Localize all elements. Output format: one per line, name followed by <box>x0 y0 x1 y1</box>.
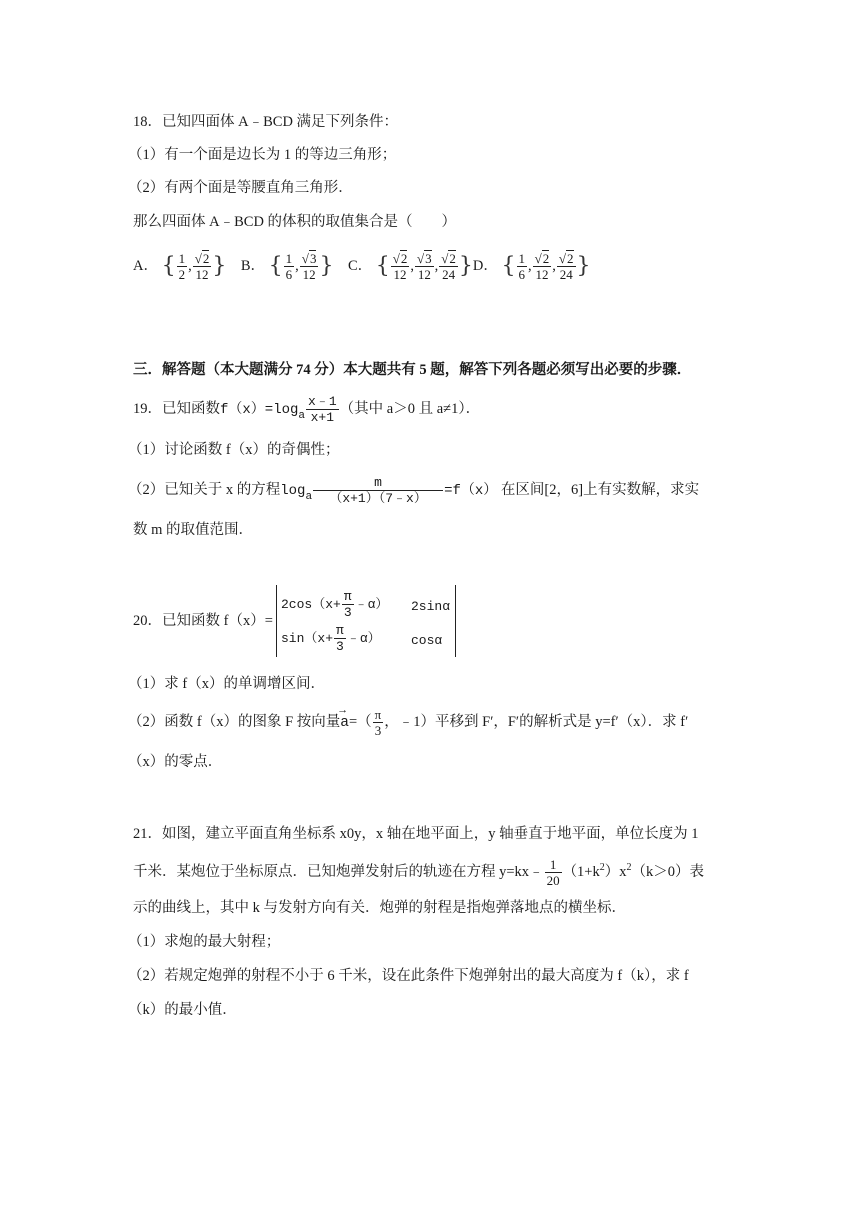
q18-condition-1: （1）有一个面是边长为 1 的等边三角形； <box>128 147 397 163</box>
option-b-set: { $\frac{1}{6}$ , $\frac{√3}{12}$ } <box>268 251 334 283</box>
q18-question: 那么四面体 A﹣BCD 的体积的取值集合是（ ） <box>133 214 457 230</box>
q19-part-2 <box>128 472 699 515</box>
q21-part-2-cont: （k）的最小值． <box>128 1002 237 1018</box>
option-c-set: { $\frac{√2}{12}$ , $\frac{√3}{12}$ , $\frac{√2}{24}$ } <box>375 251 473 283</box>
q20-part-2-cont: （x）的零点． <box>128 754 223 770</box>
det-a12: 2sinα <box>411 599 451 614</box>
q21-line-2-d: （k＞0）表 <box>631 864 704 880</box>
q19-part-2-text-a: （2）已知关于 x 的方程 <box>128 482 281 498</box>
q21-line-1: 21．如图，建立平面直角坐标系 x0y，x 轴在地平面上，y 轴垂直于地平面，单位长度为 1 <box>133 826 699 842</box>
q20-part-1: （1）求 f（x）的单调增区间． <box>128 676 325 692</box>
q18-options <box>133 246 591 287</box>
q18-stem: 18．已知四面体 A﹣BCD 满足下列条件： <box>133 114 399 130</box>
det-a11: 2cos（x+ $\frac{\pi}{3}$ ﹣α） <box>281 589 389 620</box>
option-b-label: B． <box>240 258 266 274</box>
q19-part-1: （1）讨论函数 f（x）的奇偶性； <box>128 442 340 458</box>
option-c-label: C． <box>347 258 373 274</box>
option-d-label: D． <box>472 258 498 274</box>
q19-stem <box>133 392 480 433</box>
det-a21: sin（x+ $\frac{\pi}{3}$ ﹣α） <box>281 623 381 654</box>
q18-condition-2: （2）有两个面是等腰直角三角形． <box>128 180 353 196</box>
option-d-set: { $\frac{1}{6}$ , $\frac{√2}{12}$ , $\frac{√2}{24}$ } <box>501 251 591 283</box>
q19-part-2-text-b: 在区间[2，6]上有实数解，求实 <box>500 482 700 498</box>
q21-line-2: 千米．某炮位于坐标原点．已知炮弹发射后的轨迹在方程 y=kx﹣ $\frac{1}{20}$ $(1+k^2)x^2(k>0)$表 <box>133 857 704 889</box>
q20-part-2-text-b: 平移到 F′，F′的解析式是 y=f′（x）．求 f′ <box>435 714 689 730</box>
q21-line-3: 示的曲线上，其中 k 与发射方向有关．炮弹的射程是指炮弹落地点的横坐标． <box>133 900 626 916</box>
q21-part-2: （2）若规定炮弹的射程不小于 6 千米，设在此条件下炮弹射出的最大高度为 f（k），求 f <box>128 968 689 984</box>
option-a-set: { $\frac{1}{2}$ , $\frac{√2}{12}$ } <box>161 251 227 283</box>
q20-part-2-text-a: （2）函数 f（x）的图象 F 按向量 <box>128 714 341 730</box>
q21-line-2-b: （1+k <box>562 864 600 880</box>
q19-part-2-cont: 数 m 的取值范围． <box>133 522 254 538</box>
q19-function-formula: $f(x)=\log_a$ $\frac{x﹣1}{x+1}$ <box>220 393 337 425</box>
q21-line-2-a: 千米．某炮位于坐标原点．已知炮弹发射后的轨迹在方程 y=kx﹣ <box>133 864 544 880</box>
q20-prefix: 20．已知函数 f（x）= <box>133 613 273 629</box>
q20-determinant <box>276 585 456 657</box>
q19-prefix: 19．已知函数 <box>133 401 220 417</box>
q21-line-2-c: ）x <box>604 864 627 880</box>
q20-part-2: （2）函数 f（x）的图象 F 按向量→ a=（ $\frac{\pi}{3}$ ，﹣1）平移到 F′，F′的解析式是 y=f′（x）．求 f′ <box>128 705 688 740</box>
q19-condition: （其中 a＞0 且 a≠1）． <box>339 401 481 417</box>
det-a22: cosα <box>411 633 443 648</box>
q21-part-1: （1）求炮的最大射程； <box>128 934 281 950</box>
q21-fraction: $\frac{1}{20}$ <box>546 857 560 889</box>
vector-a: → a <box>340 706 349 740</box>
option-a-label: A． <box>133 258 158 274</box>
section-3-heading: 三．解答题（本大题满分 74 分）本大题共有 5 题，解答下列各题必须写出必要的步骤． <box>133 362 692 378</box>
q19-equation: $\log_a$ $\frac{m}{(x+1)(7﹣x)}$ =f（x） <box>280 474 498 506</box>
